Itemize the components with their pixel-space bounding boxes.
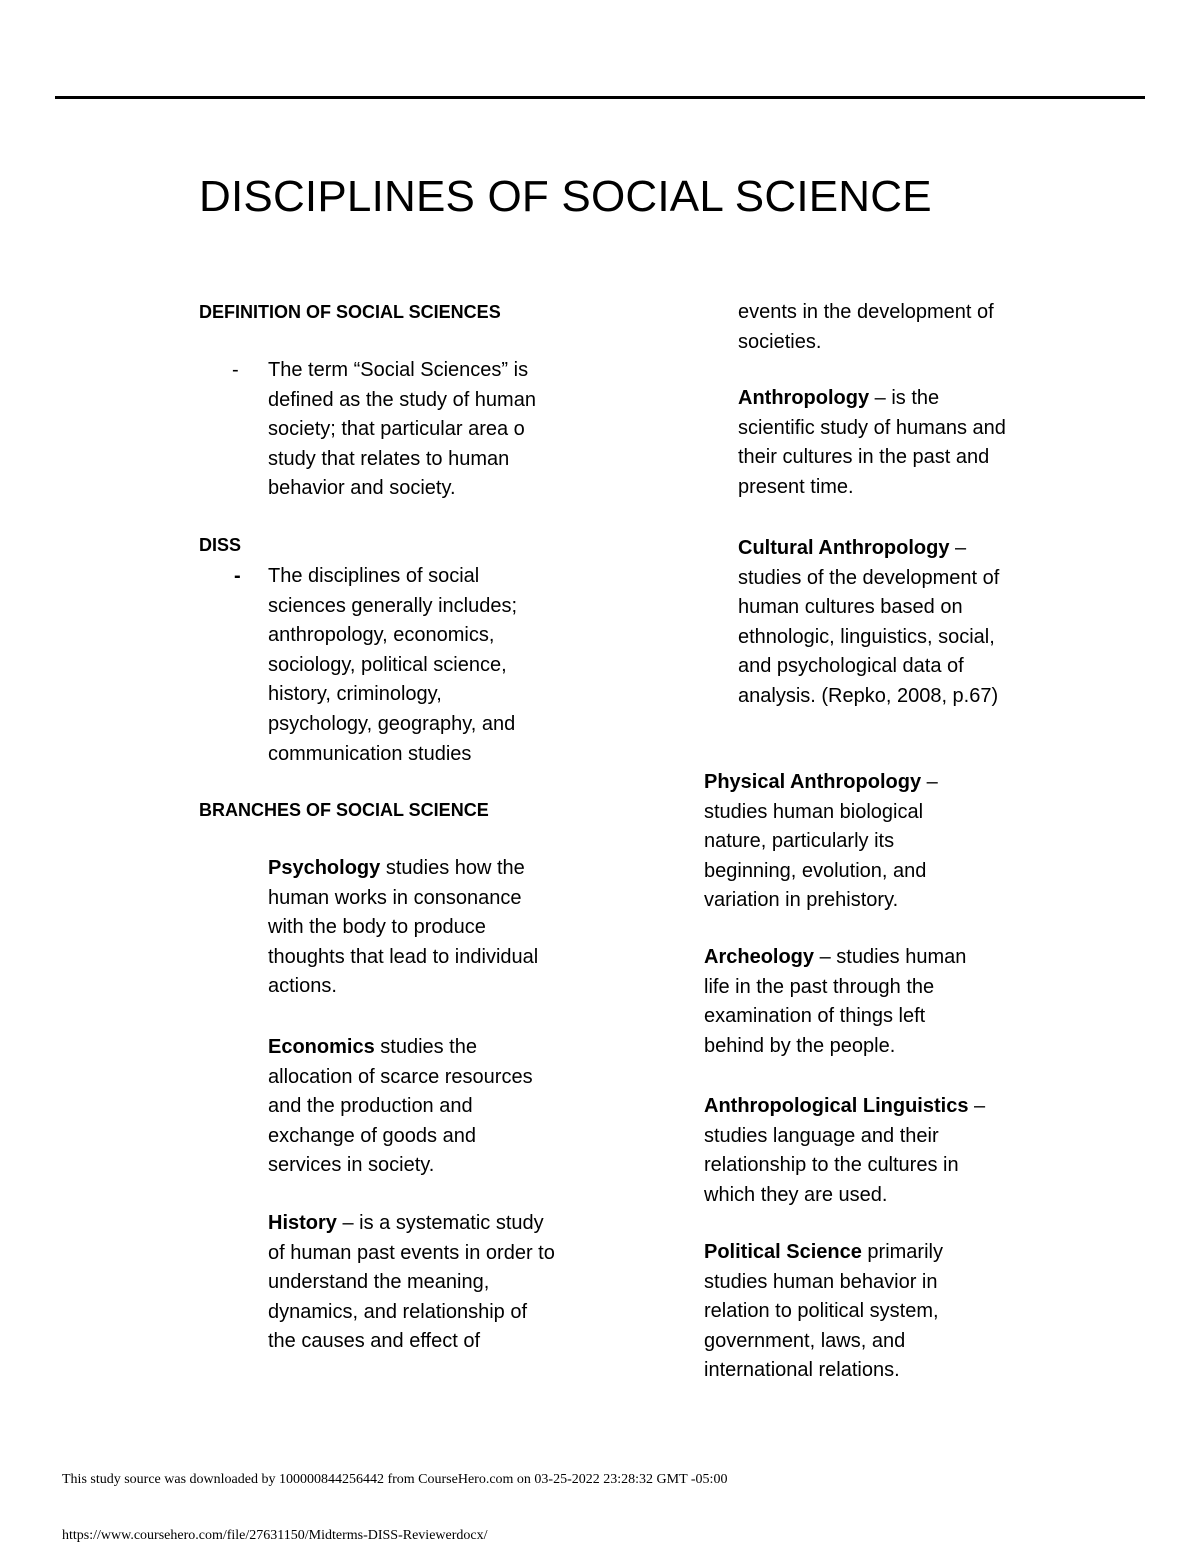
download-source-note: This study source was downloaded by 100000844256442 from CourseHero.com on 03-25-2022 23:28:32 GMT -05:00 xyxy=(62,1472,728,1487)
anthropological-linguistics-term: Anthropological Linguistics xyxy=(704,1095,969,1117)
definition-text: The term “Social Sciences” is defined as the study of human society; that particular area o study that relates to human behavior and society. xyxy=(268,359,536,500)
political-science-text: primarily studies human behavior in relation to political system, government, laws, and international relations. xyxy=(704,1241,943,1382)
economics-text: studies the allocation of scarce resources and the production and exchange of goods and services in society. xyxy=(268,1036,533,1177)
definition-heading: DEFINITION OF SOCIAL SCIENCES xyxy=(199,302,501,322)
page-title: DISCIPLINES OF SOCIAL SCIENCE xyxy=(199,172,932,221)
psychology-entry xyxy=(268,854,543,1002)
economics-term: Economics xyxy=(268,1036,375,1058)
cultural-anthropology-term: Cultural Anthropology xyxy=(738,537,950,559)
cultural-anthropology-entry xyxy=(738,534,1013,712)
archeology-entry xyxy=(704,943,989,1061)
anthropological-linguistics-entry xyxy=(704,1092,1004,1210)
branches-heading: BRANCHES OF SOCIAL SCIENCE xyxy=(199,800,489,820)
source-url[interactable]: https://www.coursehero.com/file/27631150/Midterms-DISS-Reviewerdocx/ xyxy=(62,1528,488,1543)
anthropology-entry xyxy=(738,384,1013,502)
history-entry xyxy=(268,1209,560,1357)
physical-anthropology-entry xyxy=(704,768,964,916)
anthropology-term: Anthropology xyxy=(738,387,870,409)
definition-bullet: - xyxy=(232,359,239,381)
archeology-term: Archeology xyxy=(704,946,815,968)
economics-entry xyxy=(268,1033,543,1181)
history-text: – is a systematic study of human past events in order to understand the meaning, dynamics, and relationship of the causes and effect of xyxy=(268,1212,555,1353)
history-term: History xyxy=(268,1212,337,1234)
archeology-text: – studies human life in the past through the examination of things left behind by the people. xyxy=(704,946,967,1057)
psychology-text: studies how the human works in consonance with the body to produce thoughts that lead to individual actions. xyxy=(268,857,539,998)
history-continued: events in the development of societies. xyxy=(738,301,994,353)
diss-text: The disciplines of social sciences generally includes; anthropology, economics, sociology, political science, history, criminology, psychology, geography, and communication studies xyxy=(268,565,518,765)
physical-anthropology-text: – studies human biological nature, particularly its beginning, evolution, and variation in prehistory. xyxy=(704,771,938,912)
diss-bullet: - xyxy=(234,565,241,587)
anthropology-text: – is the scientific study of humans and their cultures in the past and present time. xyxy=(738,387,1006,498)
psychology-term: Psychology xyxy=(268,857,381,879)
political-science-term: Political Science xyxy=(704,1241,862,1263)
anthropological-linguistics-text: – studies language and their relationship to the cultures in which they are used. xyxy=(704,1095,986,1206)
diss-heading: DISS xyxy=(199,535,242,555)
physical-anthropology-term: Physical Anthropology xyxy=(704,771,922,793)
cultural-anthropology-text: – studies of the development of human cultures based on ethnologic, linguistics, social, and psychological data of analysis. (Repko, 2008, p.67) xyxy=(738,537,1000,707)
top-rule xyxy=(55,96,1145,99)
political-science-entry xyxy=(704,1238,979,1386)
